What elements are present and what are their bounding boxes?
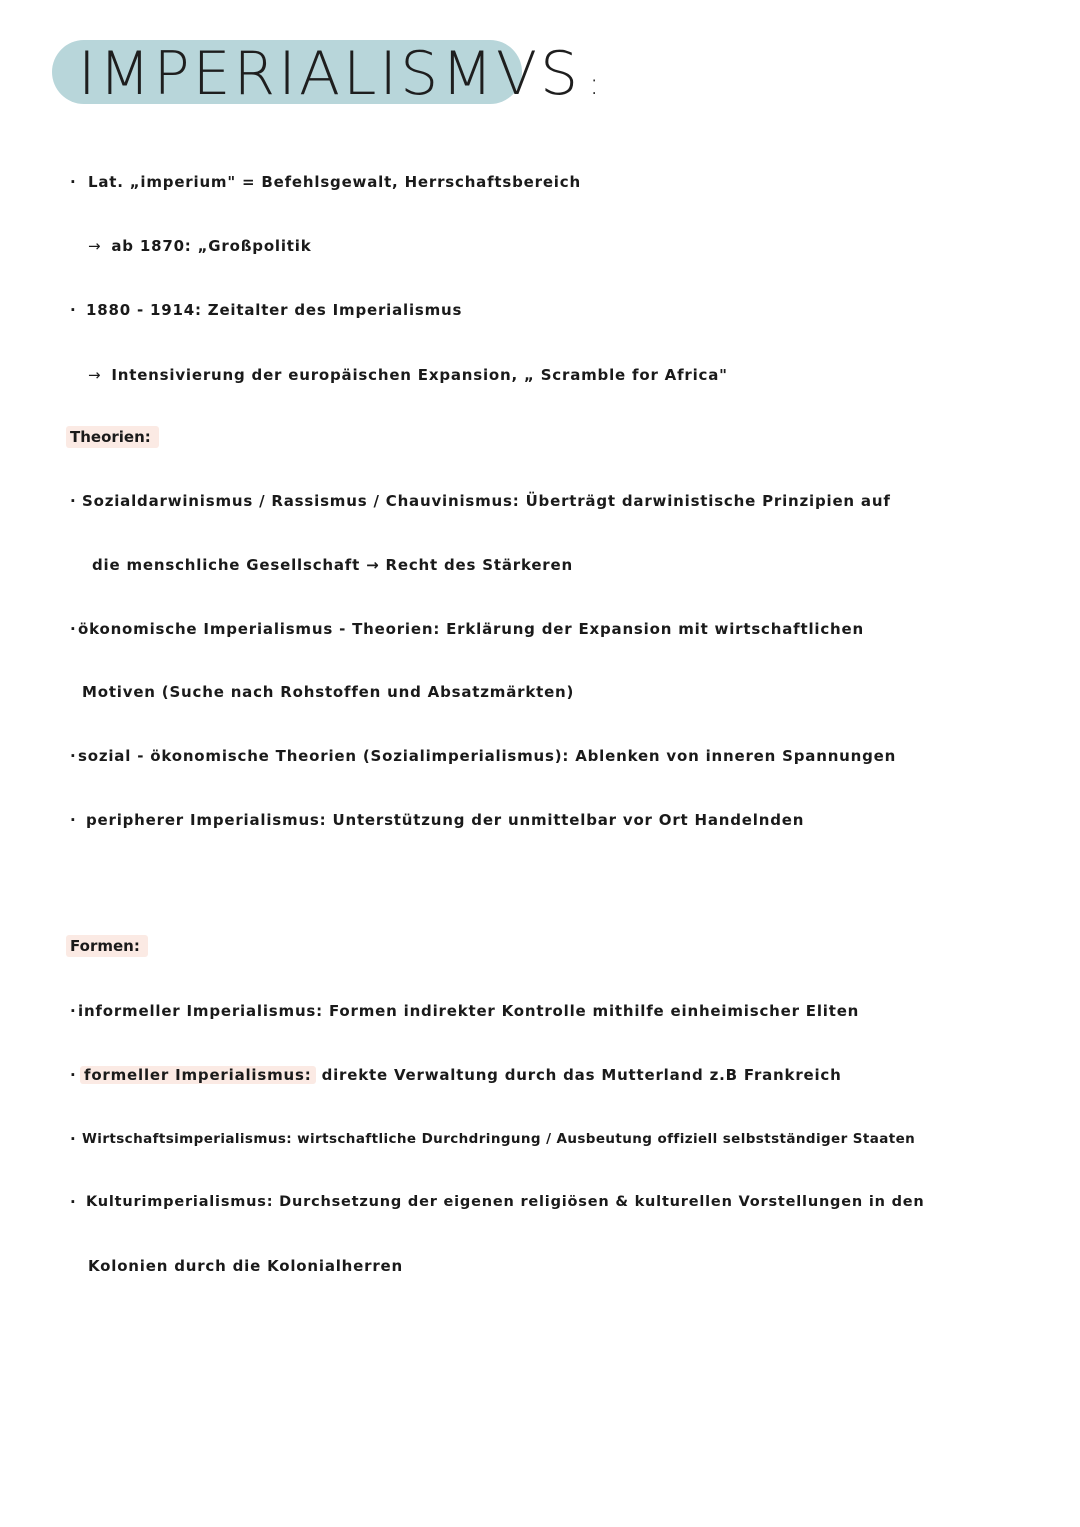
theory-oekonomisch-cont: Motiven (Suche nach Rohstoffen und Absatzmärkten) [82,683,575,701]
theory-oekonomisch: ökonomische Imperialismus - Theorien: Erklärung der Expansion mit wirtschaftlichen [78,620,864,638]
theory-peripher: peripherer Imperialismus: Unterstützung der unmittelbar vor Ort Handelnden [86,811,805,829]
bullet-dot: · [70,1002,76,1020]
form-formell-label: formeller Imperialismus: [80,1066,316,1084]
bullet-dot: · [70,492,76,510]
arrow-icon: → [88,366,102,384]
theory-sozialimperialismus: sozial - ökonomische Theorien (Sozialimperialismus): Ablenken von inneren Spannungen [78,747,897,765]
section-heading-formen: Formen: [66,935,148,957]
title-colon: : [589,67,603,102]
bullet-dot: · [70,620,76,638]
form-informell: informeller Imperialismus: Formen indirekter Kontrolle mithilfe einheimischer Eliten [78,1002,860,1020]
intro-grosspolitik-text: ab 1870: „Großpolitik [111,237,312,255]
intro-line-expansion [88,364,728,386]
section-heading-theorien: Theorien: [66,426,159,448]
theory-sozialdarwinismus-cont: die menschliche Gesellschaft → Recht des Stärkeren [92,556,573,574]
arrow-icon: → [88,237,102,255]
bullet-dot: · [70,1130,76,1148]
form-kultur-cont: Kolonien durch die Kolonialherren [88,1257,403,1275]
form-wirtschaft: Wirtschaftsimperialismus: wirtschaftliche Durchdringung / Ausbeutung offiziell selbstständiger Staaten [82,1131,916,1147]
bullet-dot: · [70,747,76,765]
bullet-dot: · [70,1193,76,1211]
intro-line-grosspolitik [88,235,312,257]
page-title [78,38,602,121]
form-kultur: Kulturimperialismus: Durchsetzung der eigenen religiösen & kulturellen Vorstellungen in den [86,1194,925,1210]
bullet-dot: · [70,173,76,191]
intro-line-era: 1880 - 1914: Zeitalter des Imperialismus [86,301,463,319]
form-formell-text: direkte Verwaltung durch das Mutterland z.B Frankreich [321,1066,842,1084]
form-formell [80,1064,842,1086]
title-word: IMPERIALISMVS [78,39,582,109]
bullet-dot: · [70,1066,76,1084]
bullet-dot: · [70,811,76,829]
bullet-dot: · [70,301,76,319]
intro-line-etymology: Lat. „imperium" = Befehlsgewalt, Herrschaftsbereich [88,173,581,191]
intro-expansion-text: Intensivierung der europäischen Expansion, „ Scramble for Africa" [111,366,728,384]
theory-sozialdarwinismus: Sozialdarwinismus / Rassismus / Chauvinismus: Überträgt darwinistische Prinzipien auf [82,492,891,510]
